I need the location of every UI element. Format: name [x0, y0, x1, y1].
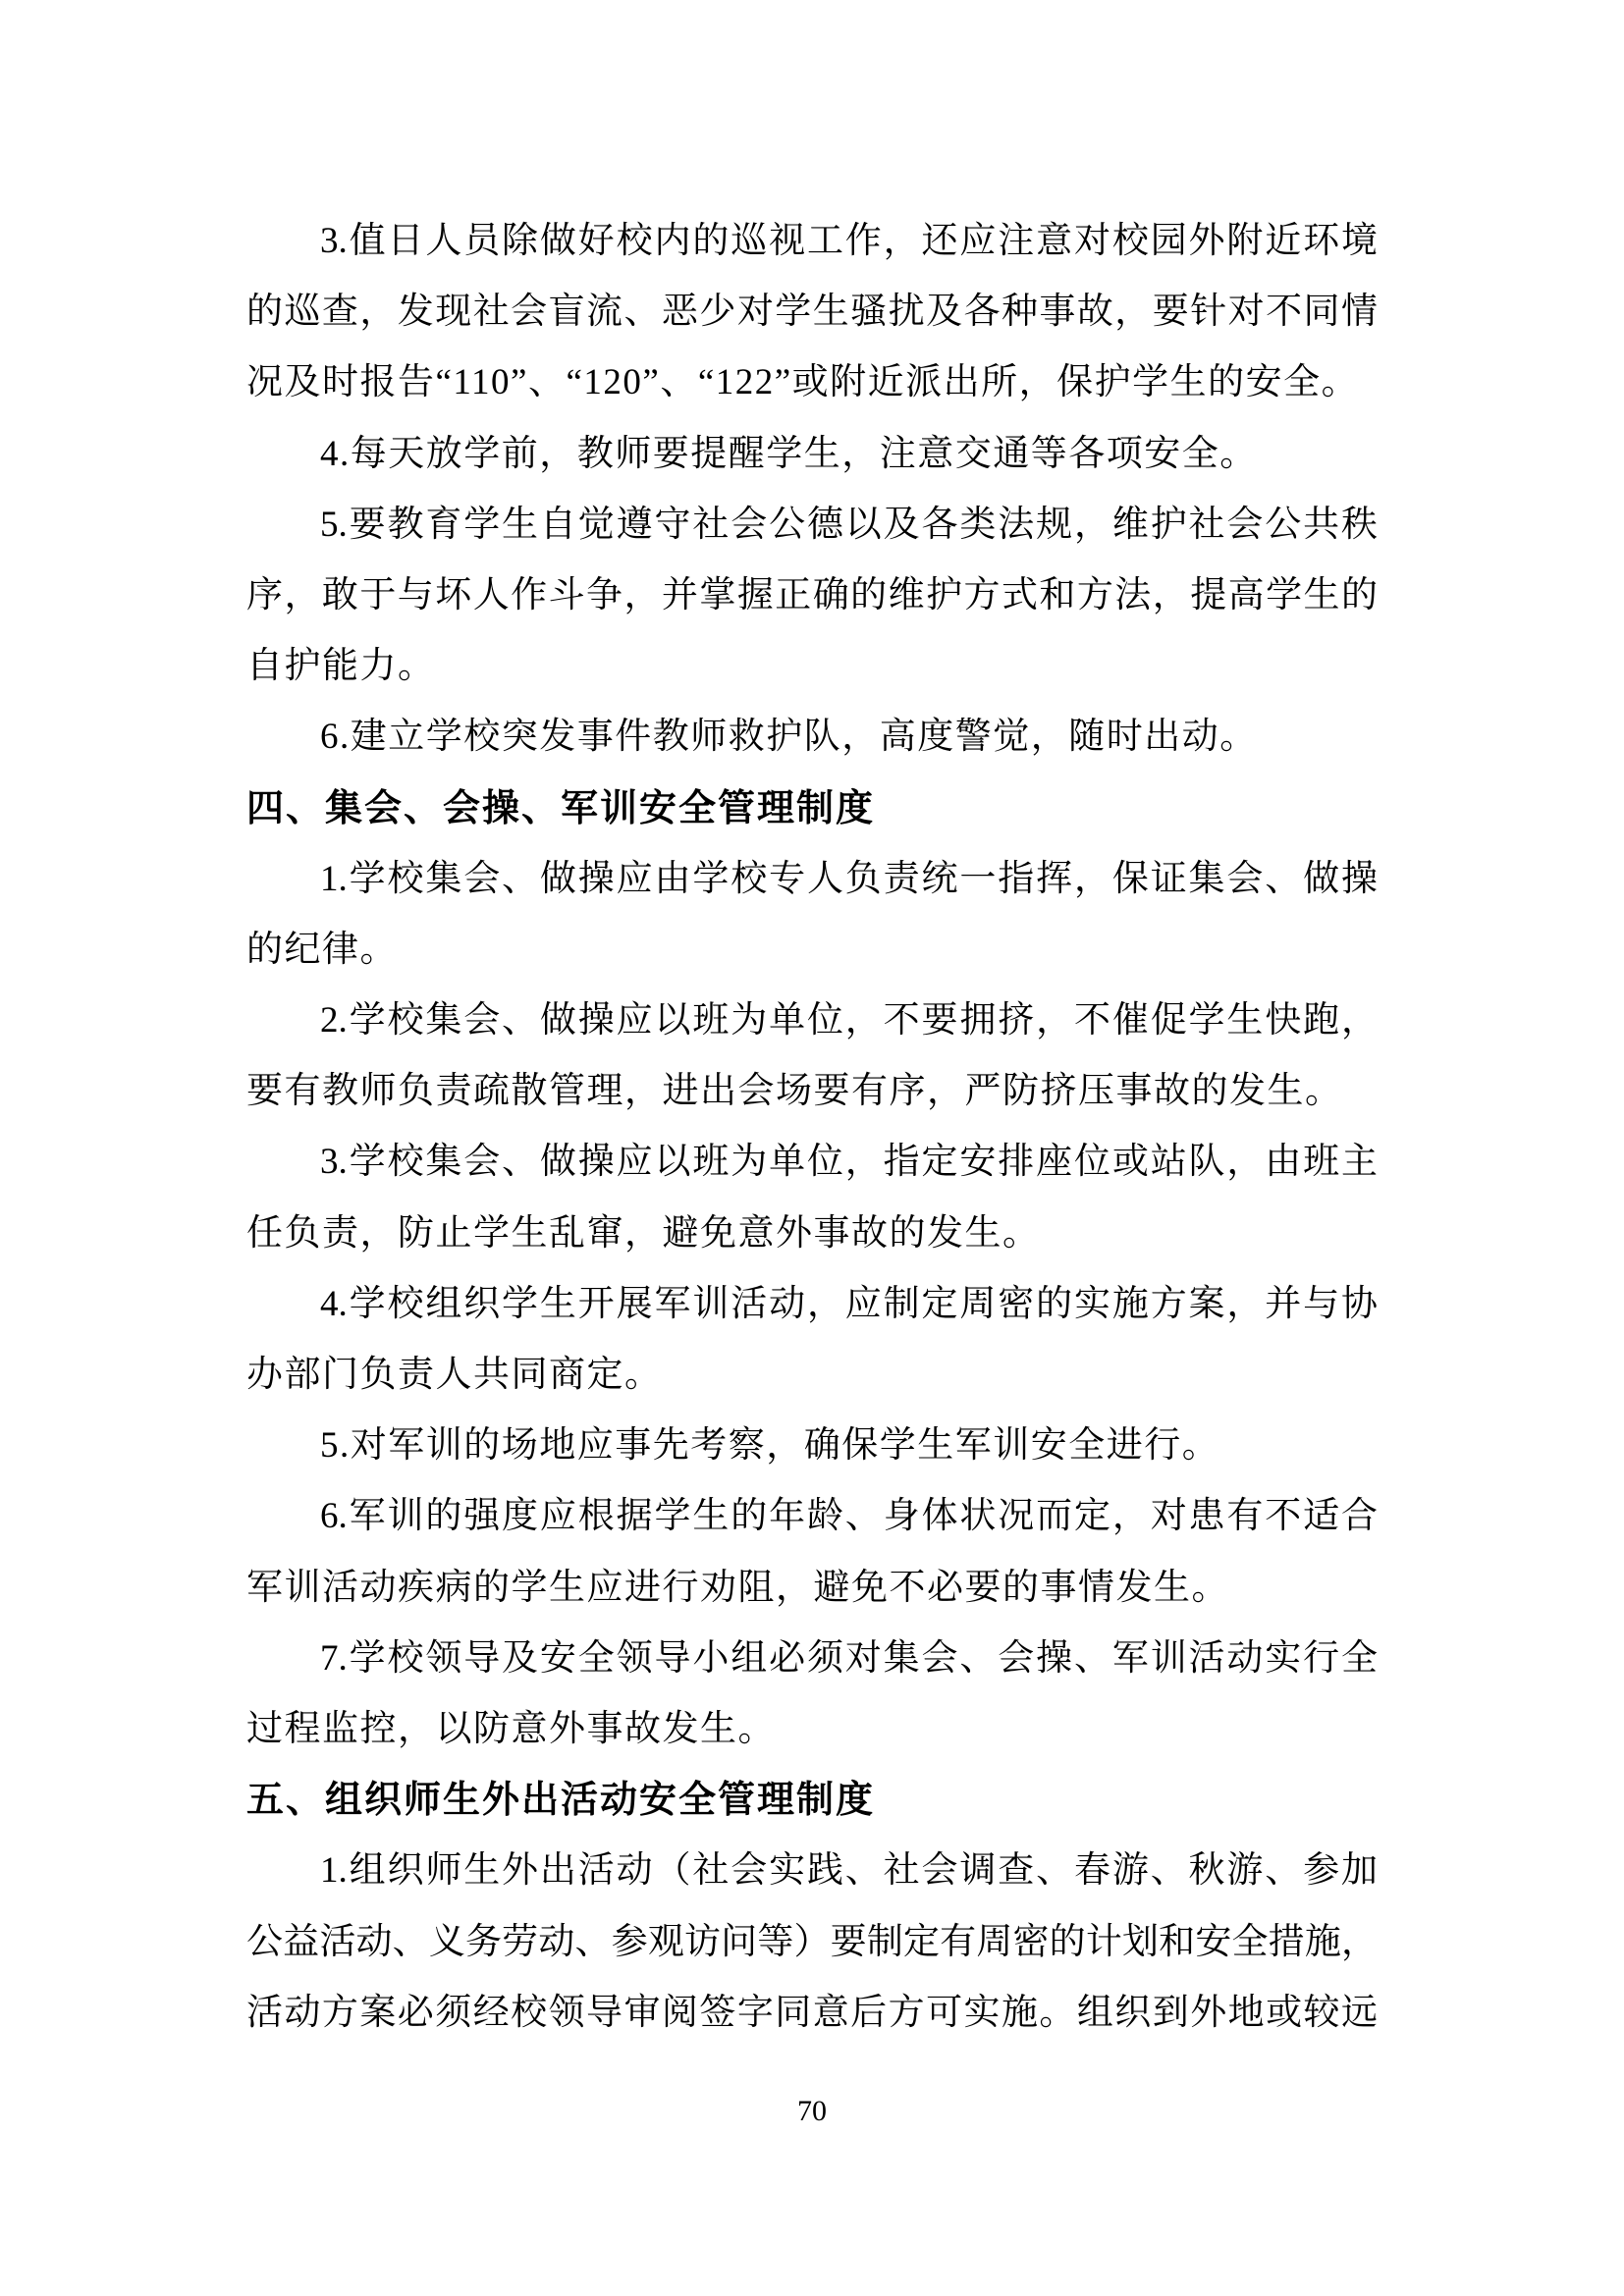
text-line: 办部门负责人共同商定。	[246, 1355, 663, 1395]
text-line: 1.组织师生外出活动（社会实践、社会调查、春游、秋游、参加	[320, 1850, 1378, 1892]
text-line: 5.对军训的场地应事先考察，确保学生军训安全进行。	[320, 1425, 1220, 1467]
text-line: 4.每天放学前，教师要提醒学生，注意交通等各项安全。	[320, 433, 1258, 474]
section-heading: 五、组织师生外出活动安全管理制度	[246, 1780, 876, 1822]
page-number: 70	[797, 2095, 827, 2127]
text-line: 活动方案必须经校领导审阅签字同意后方可实施。组织到外地或较远	[246, 1992, 1378, 2033]
text-line: 6.建立学校突发事件教师救护队，高度警觉，随时出动。	[320, 717, 1258, 758]
text-line: 5.要教育学生自觉遵守社会公德以及各类法规，维护社会公共秩	[320, 504, 1378, 545]
text-line: 3.值日人员除做好校内的巡视工作，还应注意对校园外附近环境	[320, 221, 1378, 261]
text-line: 的巡查，发现社会盲流、恶少对学生骚扰及各种事故，要针对不同情	[246, 292, 1378, 333]
text-line: 自护能力。	[246, 646, 436, 687]
page-footer	[0, 2095, 1624, 2128]
section-heading: 四、集会、会操、军训安全管理制度	[246, 787, 876, 829]
text-line: 6.军训的强度应根据学生的年龄、身体状况而定，对患有不适合	[320, 1496, 1378, 1537]
text-line: 况及时报告“110”、“120”、“122”或附近派出所，保护学生的安全。	[246, 362, 1360, 403]
text-line: 序，敢于与坏人作斗争，并掌握正确的维护方式和方法，提高学生的	[246, 574, 1378, 615]
text-line: 公益活动、义务劳动、参观访问等）要制定有周密的计划和安全措施，	[246, 1921, 1378, 1962]
document-body	[246, 206, 1378, 2049]
text-line: 4.学校组织学生开展军训活动，应制定周密的实施方案，并与协	[320, 1283, 1378, 1324]
text-line: 过程监控，以防意外事故发生。	[246, 1708, 776, 1749]
text-line: 要有教师负责疏散管理，进出会场要有序，严防挤压事故的发生。	[246, 1071, 1343, 1112]
text-line: 的纪律。	[246, 929, 398, 970]
text-line: 3.学校集会、做操应以班为单位，指定安排座位或站队，由班主	[320, 1142, 1378, 1183]
text-line: 7.学校领导及安全领导小组必须对集会、会操、军训活动实行全	[320, 1637, 1378, 1679]
text-line: 1.学校集会、做操应由学校专人负责统一指挥，保证集会、做操	[320, 858, 1378, 899]
text-line: 2.学校集会、做操应以班为单位，不要拥挤，不催促学生快跑，	[320, 1000, 1378, 1041]
text-line: 任负责，防止学生乱窜，避免意外事故的发生。	[246, 1212, 1041, 1254]
text-line: 军训活动疾病的学生应进行劝阻，避免不必要的事情发生。	[246, 1567, 1229, 1608]
